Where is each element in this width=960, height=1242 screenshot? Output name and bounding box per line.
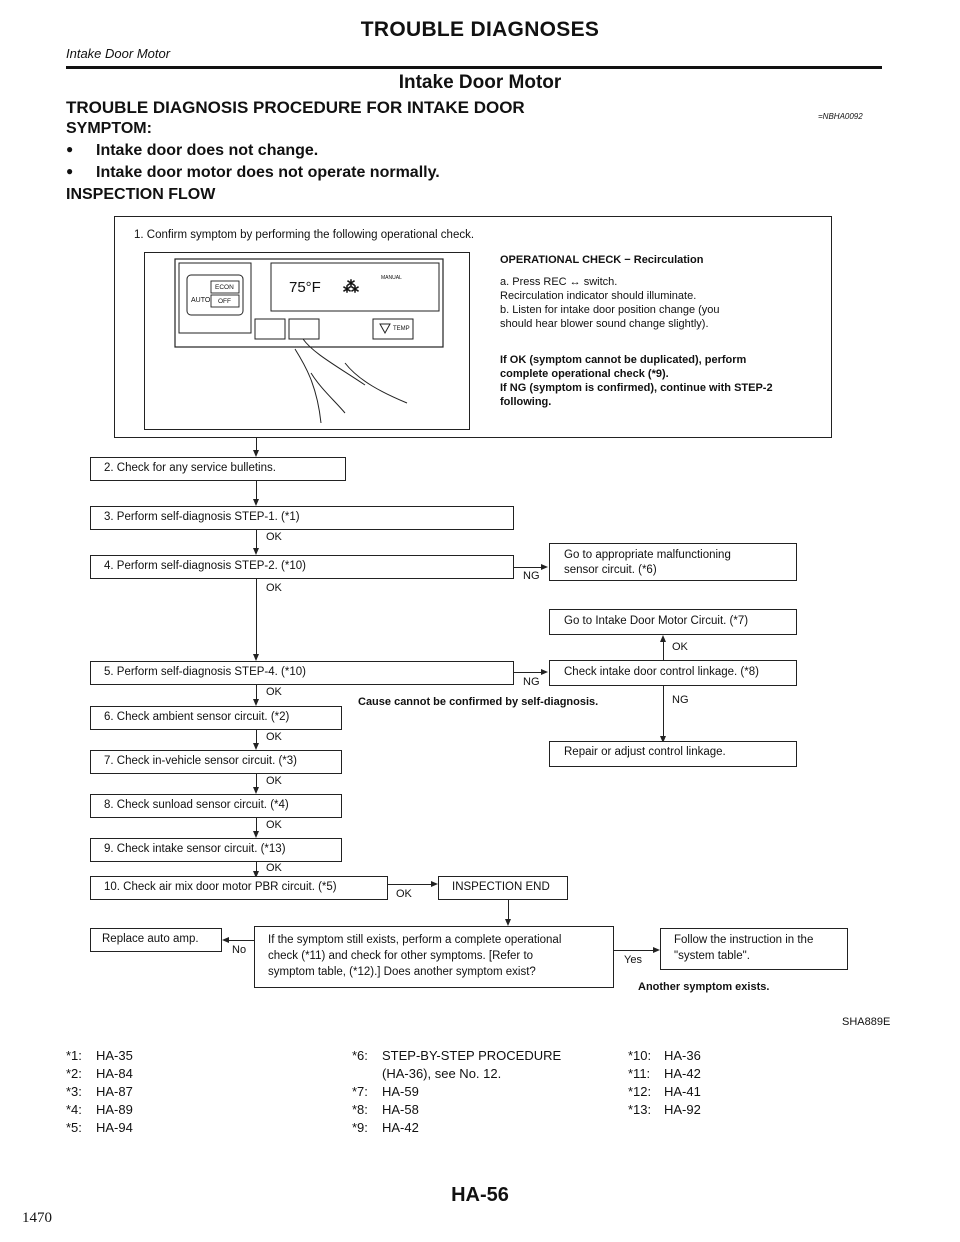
footnotes-column-2 — [352, 1048, 561, 1138]
cause-note: Cause cannot be confirmed by self-diagnosis. — [358, 696, 599, 708]
ok-label: OK — [266, 731, 282, 743]
step-3-text: 3. Perform self-diagnosis STEP-1. (*1) — [104, 511, 300, 523]
connector-line — [256, 481, 257, 501]
ok-label: OK — [266, 819, 282, 831]
result-line: If NG (symptom is confirmed), continue with STEP-2 — [500, 382, 773, 394]
arrow-down-icon — [253, 699, 259, 706]
connector-line — [663, 686, 664, 738]
footnote: *1: HA-35 — [66, 1048, 133, 1063]
arrow-down-icon — [253, 548, 259, 555]
footnotes-column-1 — [66, 1048, 133, 1138]
arrow-down-icon — [253, 831, 259, 838]
footnote: *8: HA-58 — [352, 1102, 419, 1117]
operational-check-line: should hear blower sound change slightly). — [500, 318, 709, 330]
linkage-check-text: Check intake door control linkage. (*8) — [564, 666, 759, 678]
temperature-display: 75°F — [289, 279, 321, 296]
footnote: (HA-36), see No. 12. — [382, 1066, 502, 1081]
operational-check-line: Recirculation indicator should illuminate. — [500, 290, 697, 302]
result-line: If OK (symptom cannot be duplicated), perform — [500, 354, 747, 366]
arrow-right-icon — [431, 881, 438, 887]
ng-label: NG — [672, 694, 689, 706]
temp-button-label: TEMP — [393, 326, 410, 332]
malfunction-text: Go to appropriate malfunctioning — [564, 549, 731, 561]
ok-label: OK — [266, 531, 282, 543]
symptom-item: ● Intake door motor does not operate normally. — [66, 164, 440, 182]
replace-auto-amp-text: Replace auto amp. — [102, 933, 199, 945]
side-page-number: 1470 — [22, 1210, 52, 1226]
arrow-right-icon — [541, 564, 548, 570]
result-line: following. — [500, 396, 552, 408]
operational-check-line: b. Listen for intake door position change (you — [500, 304, 720, 316]
arrow-up-icon — [660, 635, 666, 642]
connector-line — [614, 950, 654, 951]
reference-code: =NBHA0092 — [818, 112, 863, 121]
footnote: *11: HA-42 — [628, 1066, 701, 1081]
manual-label: MANUAL — [381, 275, 402, 281]
operational-check-title: OPERATIONAL CHECK − Recirculation — [500, 254, 704, 266]
repair-linkage-text: Repair or adjust control linkage. — [564, 746, 726, 758]
arrow-down-icon — [505, 919, 511, 926]
figure-code: SHA889E — [842, 1016, 891, 1028]
footnote: *9: HA-42 — [352, 1120, 419, 1135]
fan-icon: ⁂ — [343, 279, 359, 296]
footnote: *10: HA-36 — [628, 1048, 701, 1063]
arrow-down-icon — [253, 450, 259, 457]
final-check-text: check (*11) and check for other symptoms. [Refer to — [268, 950, 534, 962]
intake-circuit-text: Go to Intake Door Motor Circuit. (*7) — [564, 615, 749, 627]
connector-line — [228, 940, 254, 941]
footnote: *6: STEP-BY-STEP PROCEDURE — [352, 1048, 562, 1063]
ng-label: NG — [523, 676, 540, 688]
inspection-end-text: INSPECTION END — [452, 881, 550, 893]
ng-label: NG — [523, 570, 540, 582]
step-8-text: 8. Check sunload sensor circuit. (*4) — [104, 799, 289, 811]
step-9-text: 9. Check intake sensor circuit. (*13) — [104, 843, 286, 855]
final-check-text: symptom table, (*12).] Does another symptom exist? — [268, 966, 536, 978]
ok-label: OK — [266, 686, 282, 698]
connector-line — [514, 672, 542, 673]
footnote: *4: HA-89 — [66, 1102, 133, 1117]
another-symptom-note: Another symptom exists. — [638, 981, 770, 993]
footnote: *12: HA-41 — [628, 1084, 701, 1099]
inspection-flow-label: INSPECTION FLOW — [66, 186, 216, 203]
no-label: No — [232, 944, 247, 956]
footnote: *2: HA-84 — [66, 1066, 133, 1081]
connector-line — [663, 642, 664, 660]
ok-label: OK — [396, 888, 412, 900]
off-button-label: OFF — [218, 298, 231, 305]
section-title: Intake Door Motor — [398, 72, 562, 93]
step-1-text: 1. Confirm symptom by performing the following operational check. — [134, 229, 475, 241]
symptom-label: SYMPTOM: — [66, 120, 152, 137]
connector-line — [514, 567, 542, 568]
step-6-text: 6. Check ambient sensor circuit. (*2) — [104, 711, 290, 723]
result-line: complete operational check (*9). — [500, 368, 669, 380]
step-2-text: 2. Check for any service bulletins. — [104, 462, 276, 474]
arrow-right-icon — [541, 669, 548, 675]
connector-line — [256, 530, 257, 550]
arrow-left-icon — [222, 937, 229, 943]
step-10-text: 10. Check air mix door motor PBR circuit. (*5) — [104, 881, 337, 893]
connector-line — [256, 579, 257, 656]
final-check-text: If the symptom still exists, perform a complete operational — [268, 934, 562, 946]
ok-label: OK — [266, 775, 282, 787]
step-4-text: 4. Perform self-diagnosis STEP-2. (*10) — [104, 560, 306, 572]
page-number: HA-56 — [451, 1184, 509, 1206]
footnotes-column-3 — [628, 1048, 701, 1120]
ok-label: OK — [266, 582, 282, 594]
follow-instruction-text: Follow the instruction in the — [674, 934, 814, 946]
arrow-down-icon — [253, 654, 259, 661]
footnote: *7: HA-59 — [352, 1084, 419, 1099]
symptom-item: ● Intake door does not change. — [66, 142, 318, 160]
yes-label: Yes — [624, 954, 642, 966]
arrow-right-icon — [653, 947, 660, 953]
footnote: *13: HA-92 — [628, 1102, 701, 1117]
ok-label: OK — [672, 641, 688, 653]
footnote: *5: HA-94 — [66, 1120, 133, 1135]
econ-button-label: ECON — [215, 284, 234, 291]
arrow-down-icon — [253, 787, 259, 794]
step-5-text: 5. Perform self-diagnosis STEP-4. (*10) — [104, 666, 306, 678]
procedure-title: TROUBLE DIAGNOSIS PROCEDURE FOR INTAKE DOOR — [66, 98, 525, 117]
arrow-down-icon — [253, 499, 259, 506]
step-7-text: 7. Check in-vehicle sensor circuit. (*3) — [104, 755, 298, 767]
follow-instruction-text: "system table". — [674, 950, 750, 962]
malfunction-text: sensor circuit. (*6) — [564, 564, 657, 576]
connector-line — [388, 884, 432, 885]
control-panel-figure — [144, 252, 470, 430]
ok-label: OK — [266, 862, 282, 874]
operational-check-line: a. Press REC ↔ switch. — [500, 276, 618, 288]
header-title: TROUBLE DIAGNOSES — [360, 18, 600, 41]
auto-button-label: AUTO — [191, 297, 211, 304]
arrow-down-icon — [253, 743, 259, 750]
connector-line — [508, 900, 509, 921]
footnote: *3: HA-87 — [66, 1084, 133, 1099]
header-section-name: Intake Door Motor — [66, 46, 171, 61]
